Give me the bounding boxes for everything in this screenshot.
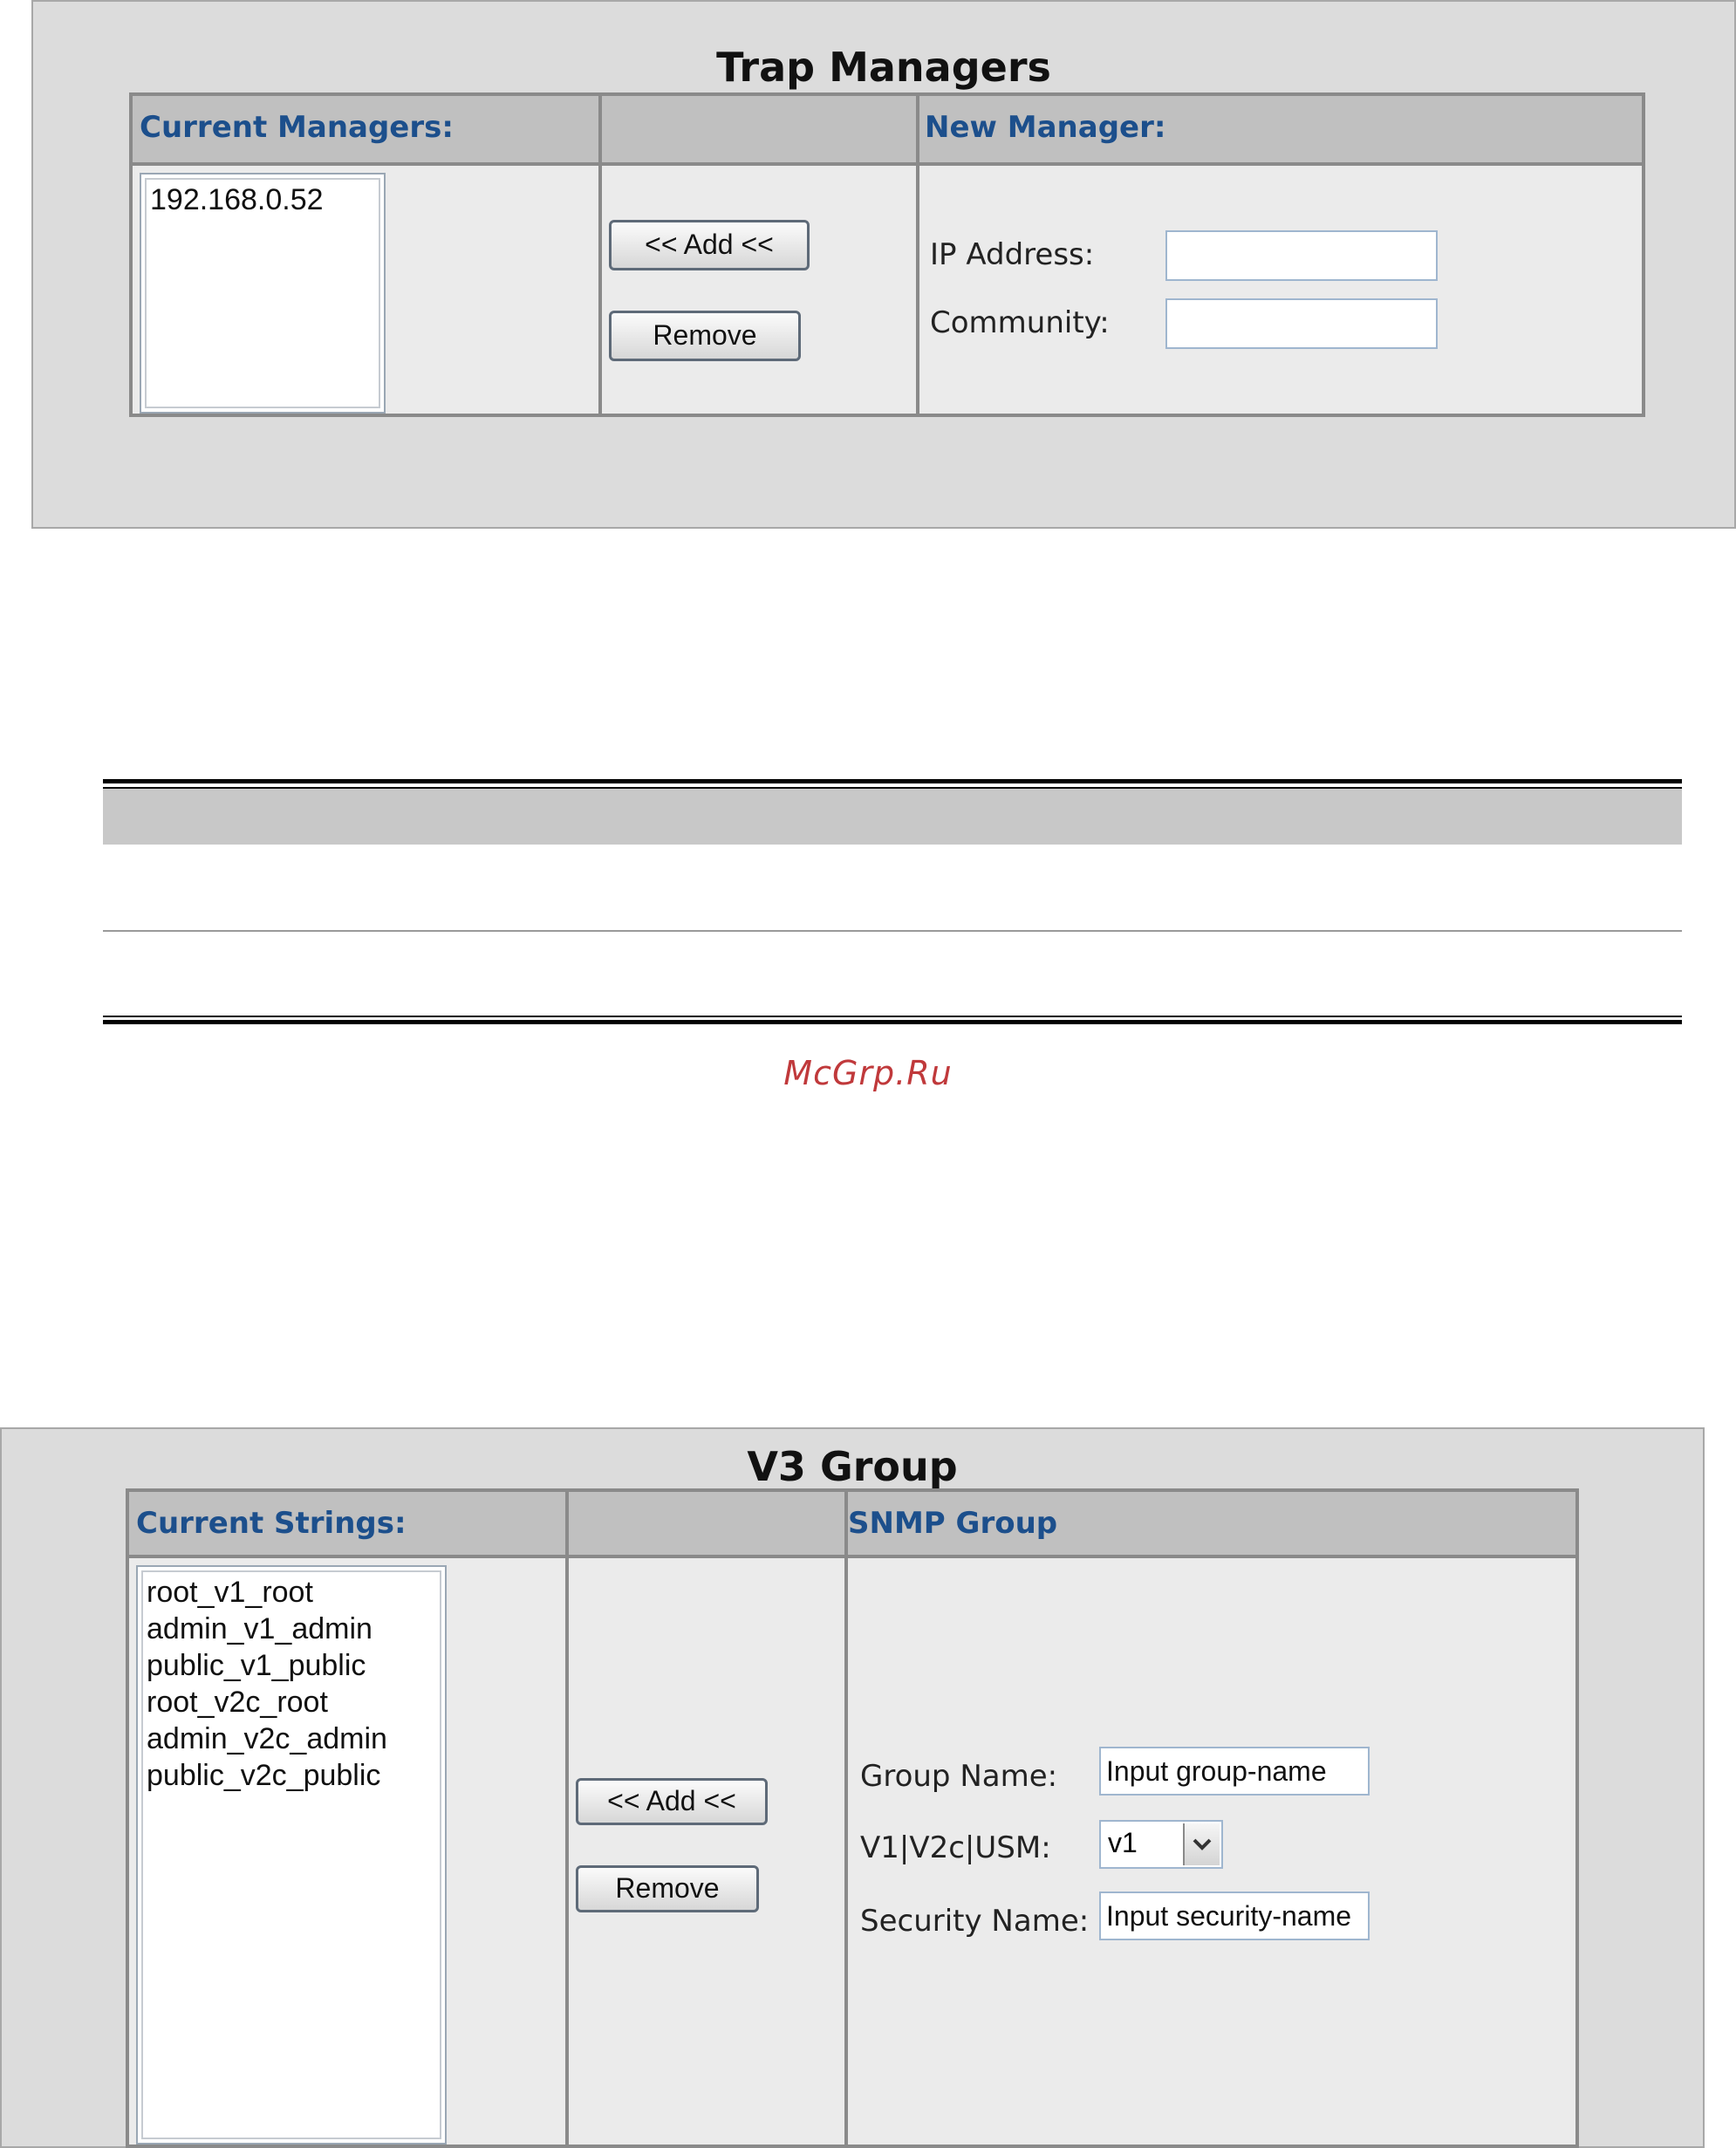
list-item[interactable]: root_v2c_root <box>147 1686 328 1719</box>
add-manager-button[interactable]: << Add << <box>609 220 810 270</box>
list-item[interactable]: admin_v1_admin <box>147 1612 372 1645</box>
v3-group-header-row <box>129 1492 1575 1558</box>
ip-address-label: IP Address: <box>930 237 1095 272</box>
group-name-input[interactable] <box>1099 1747 1370 1796</box>
v3-group-title: V3 Group <box>747 1443 958 1490</box>
trap-managers-panel <box>31 0 1736 529</box>
trap-managers-title: Trap Managers <box>716 44 1051 91</box>
snmp-group-header: SNMP Group <box>848 1506 1058 1541</box>
trap-managers-header-row <box>133 96 1642 166</box>
list-item[interactable]: public_v1_public <box>147 1649 366 1682</box>
column-divider <box>598 96 602 414</box>
security-name-label: Security Name: <box>860 1904 1090 1939</box>
current-managers-header: Current Managers: <box>140 110 454 145</box>
chevron-down-icon[interactable] <box>1183 1823 1220 1865</box>
add-group-button[interactable]: << Add << <box>576 1778 768 1825</box>
remove-group-button[interactable]: Remove <box>576 1865 759 1912</box>
new-manager-header: New Manager: <box>925 110 1166 145</box>
current-strings-list[interactable] <box>136 1565 447 2145</box>
table-header-band <box>103 789 1682 845</box>
community-label: Community: <box>930 305 1110 340</box>
list-item[interactable]: admin_v2c_admin <box>147 1722 387 1755</box>
model-select[interactable] <box>1099 1820 1223 1869</box>
ip-address-input[interactable] <box>1165 230 1438 281</box>
column-divider <box>844 1492 848 2145</box>
remove-manager-button[interactable]: Remove <box>609 311 801 361</box>
table-bottom-rule <box>103 1020 1682 1024</box>
trap-managers-table <box>129 92 1645 417</box>
v3-group-panel <box>0 1427 1705 2148</box>
security-name-input[interactable] <box>1099 1891 1370 1940</box>
current-strings-header: Current Strings: <box>136 1506 407 1541</box>
column-divider <box>565 1492 569 2145</box>
v3-group-table <box>126 1488 1579 2148</box>
current-managers-list[interactable] <box>140 173 386 414</box>
table-row-divider <box>103 930 1682 932</box>
group-name-label: Group Name: <box>860 1759 1058 1794</box>
community-input[interactable] <box>1165 298 1438 349</box>
list-item[interactable]: root_v1_root <box>147 1576 313 1609</box>
table-bottom-rule-thin <box>103 1016 1682 1017</box>
watermark: McGrp.Ru <box>783 1054 953 1092</box>
list-item[interactable]: public_v2c_public <box>147 1759 381 1792</box>
list-item[interactable]: 192.168.0.52 <box>150 183 324 216</box>
table-top-rule <box>103 779 1682 783</box>
column-divider <box>916 96 919 414</box>
model-select-value: v1 <box>1108 1827 1138 1858</box>
model-label: V1|V2c|USM: <box>860 1830 1051 1865</box>
